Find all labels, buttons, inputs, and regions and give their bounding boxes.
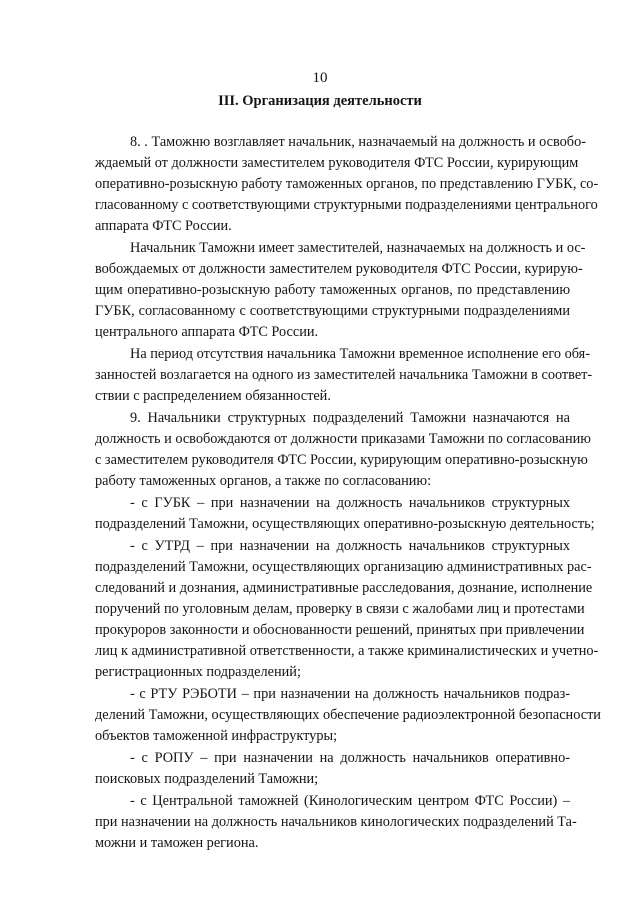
text-line: подразделений Таможни, осуществляющих оперативно-розыскную деятельность;	[95, 516, 595, 532]
text-line: объектов таможенной инфраструктуры;	[95, 728, 338, 744]
text-line: с заместителем руководителя ФТС России, курирующим оперативно-розыскную	[95, 452, 588, 468]
text-line: следований и дознания, административные расследования, дознание, исполнение	[95, 580, 593, 596]
text-line: работу таможенных органов, а также по согласованию:	[95, 473, 432, 489]
text-line: Начальник Таможни имеет заместителей, назначаемых на должность и ос-	[130, 240, 586, 256]
text-line: ГУБК, согласованному с соответствующими структурными подразделениями	[95, 303, 570, 319]
text-line: центрального аппарата ФТС России.	[95, 324, 319, 340]
text-line: - с РТУ РЭБОТИ – при назначении на должность начальников подраз-	[130, 686, 570, 702]
page-number: 10	[312, 70, 328, 86]
text-line: аппарата ФТС России.	[95, 218, 232, 234]
text-line: поисковых подразделений Таможни;	[95, 771, 319, 787]
text-line: вобождаемых от должности заместителем руководителя ФТС России, курирую-	[95, 261, 583, 277]
text-line: - с УТРД – при назначении на должность начальников структурных	[130, 538, 570, 554]
text-line: при назначении на должность начальников кинологических подразделений Та-	[95, 814, 577, 830]
text-line: - с ГУБК – при назначении на должность начальников структурных	[130, 495, 570, 511]
text-line: 9. Начальники структурных подразделений Таможни назначаются на	[130, 410, 570, 426]
text-line: На период отсутствия начальника Таможни временное исполнение его обя-	[130, 346, 591, 362]
text-line: подразделений Таможни, осуществляющих организацию административных рас-	[95, 559, 592, 575]
text-line: регистрационных подразделений;	[95, 664, 301, 680]
text-line: ствии с распределением обязанностей.	[95, 388, 331, 404]
text-line: должность и освобождаются от должности приказами Таможни по согласованию	[95, 431, 591, 447]
text-line: занностей возлагается на одного из заместителей начальника Таможни в соответ-	[95, 367, 593, 383]
text-line: щим оперативно-розыскную работу таможенных органов, по представлению	[95, 282, 570, 298]
text-line: оперативно-розыскную работу таможенных органов, по представлению ГУБК, со-	[95, 176, 599, 192]
text-line: делений Таможни, осуществляющих обеспечение радиоэлектронной безопасности	[95, 707, 601, 723]
text-line: гласованному с соответствующими структурными подразделениями центрального	[95, 197, 598, 213]
text-line: - с РОПУ – при назначении на должность начальников оперативно-	[130, 750, 570, 766]
text-line: 8. . Таможню возглавляет начальник, назначаемый на должность и освобо-	[130, 134, 586, 150]
text-line: лиц к административной ответственности, а также криминалистических и учетно-	[95, 643, 599, 659]
text-line: прокуроров законности и обоснованности решений, принятых при привлечении	[95, 622, 585, 638]
text-line: поручений по уголовным делам, проверку в связи с жалобами лиц и протестами	[95, 601, 585, 617]
text-line: - с Центральной таможней (Кинологическим центром ФТС России) –	[130, 793, 570, 809]
text-line: можни и таможен региона.	[95, 835, 259, 851]
text-line: ждаемый от должности заместителем руководителя ФТС России, курирующим	[95, 155, 579, 171]
section-title: III. Организация деятельности	[218, 93, 422, 109]
